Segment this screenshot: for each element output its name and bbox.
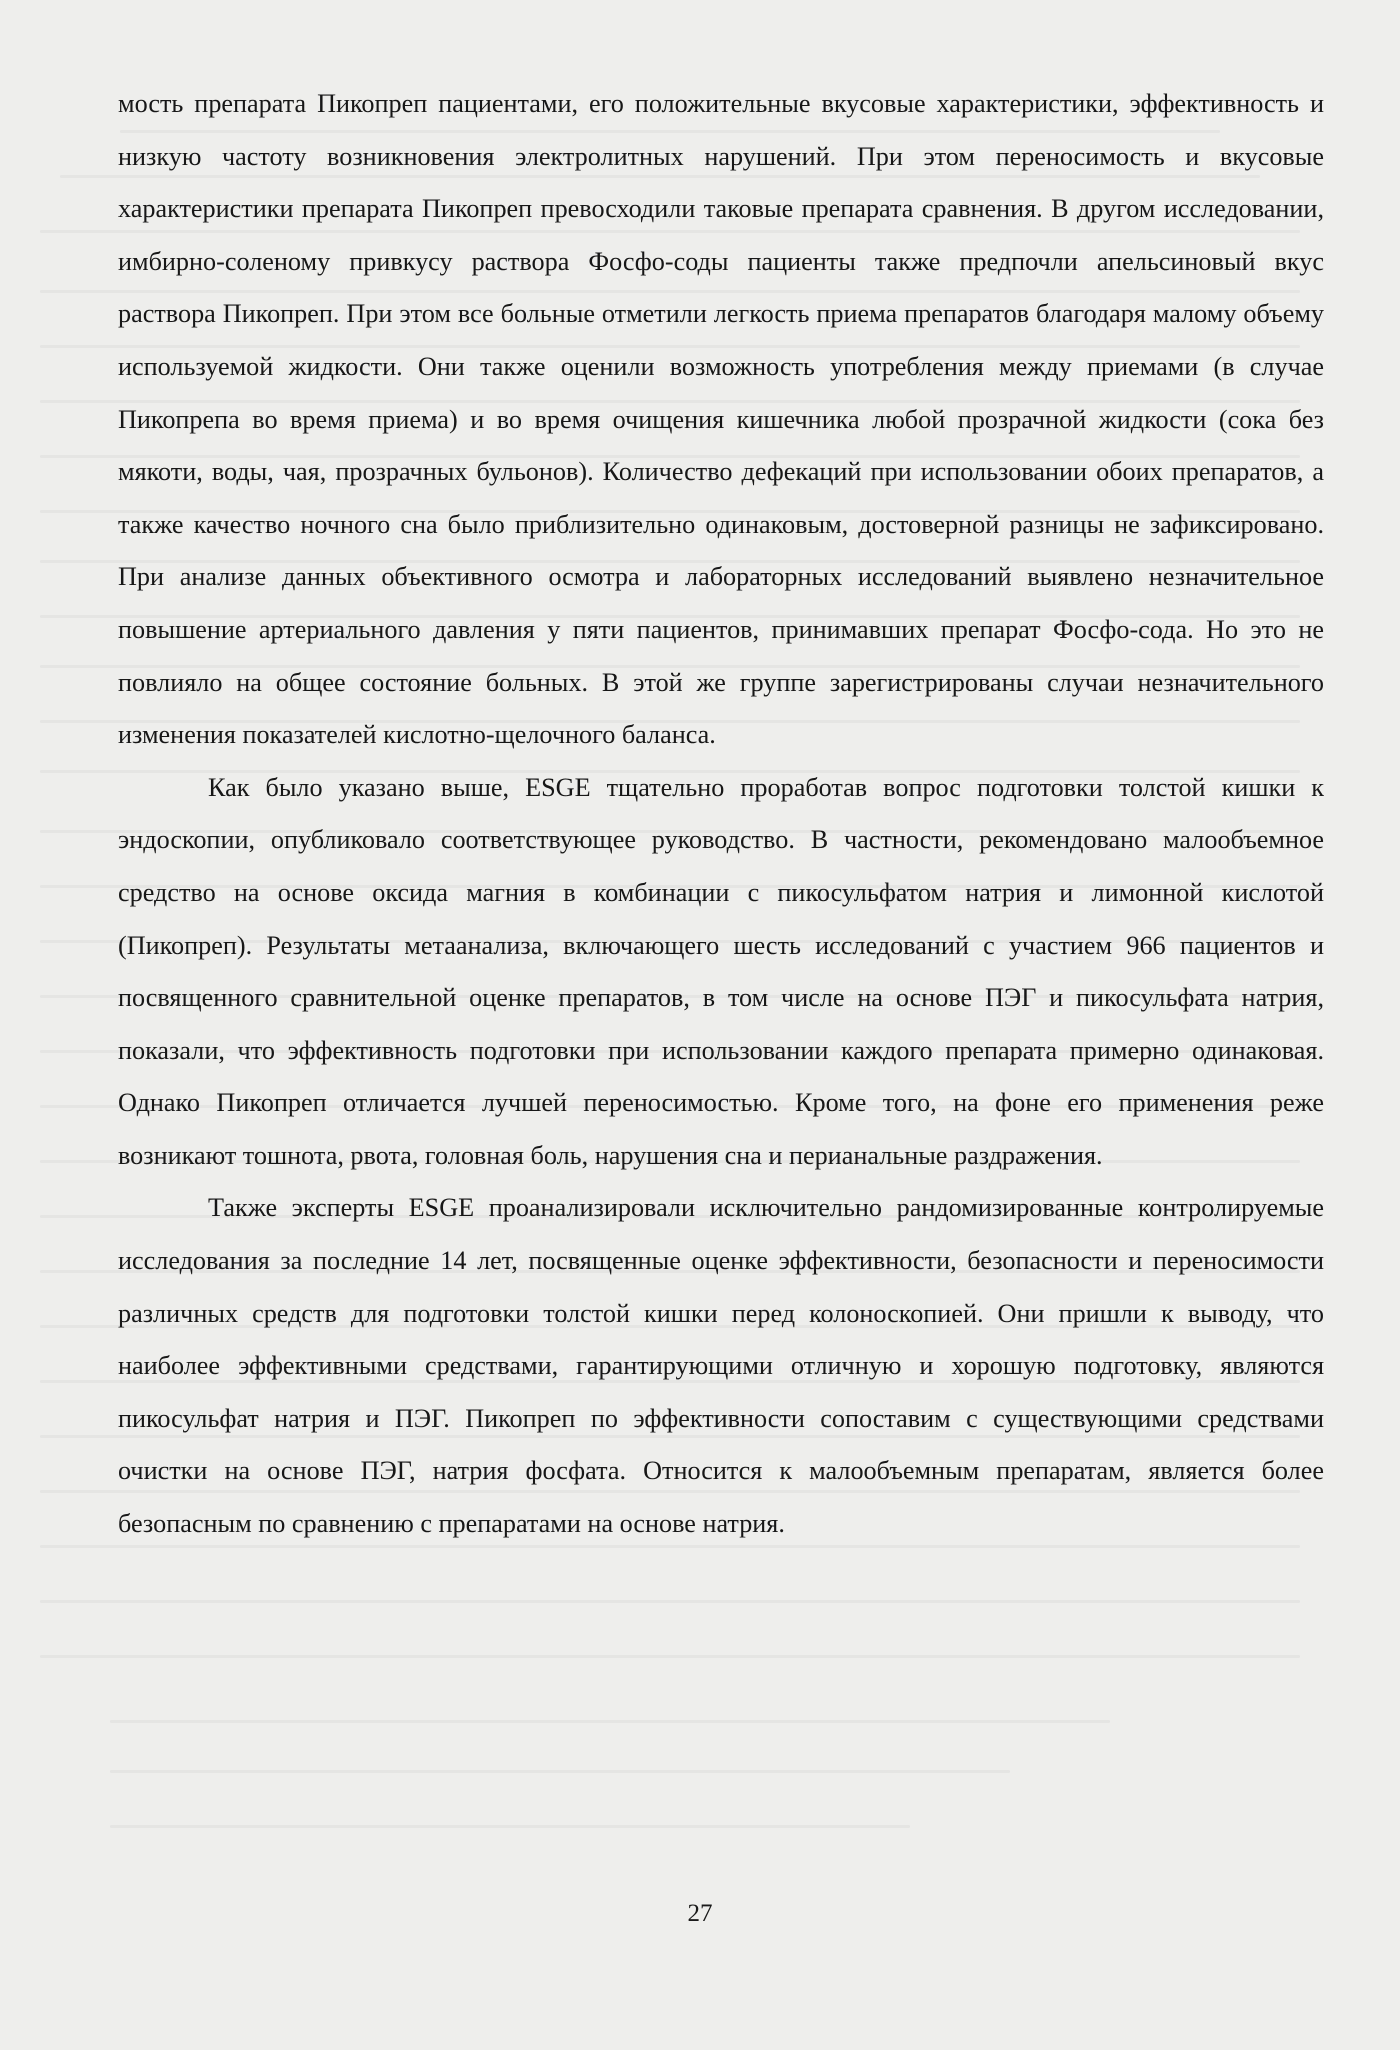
paragraph-3: Также эксперты ESGE проанализировали исключительно рандомизированные контролируемые исследования за последние 14 лет, посвященные оценке эффективности, безопасности и переносимости различных средств для подготовки толстой кишки перед колоноскопией. Они пришли к выводу, что наиболее эффективными средствами, гарантирующими отличную и хорошую подготовку, являются пикосульфат натрия и ПЭГ. Пикопреп по эффективности сопоставим с существующими средствами очистки на основе ПЭГ, натрия фосфата. Относится к малообъемным препаратам, является более безопасным по сравнению с препаратами на основе натрия.: [118, 1193, 1324, 1539]
body-text: [118, 78, 1324, 1551]
paragraph-2: Как было указано выше, ESGE тщательно проработав вопрос подготовки толстой кишки к эндоскопии, опубликовало соответствующее руководство. В частности, рекомендовано малообъемное средство на основе оксида магния в комбинации с пикосульфатом натрия и лимонной кислотой (Пикопреп). Результаты метаанализа, включающего шесть исследований с участием 966 пациентов и посвященного сравнительной оценке препаратов, в том числе на основе ПЭГ и пикосульфата натрия, показали, что эффективность подготовки при использовании каждого препарата примерно одинаковая. Однако Пикопреп отличается лучшей переносимостью. Кроме того, на фоне его применения реже возникают тошнота, рвота, головная боль, нарушения сна и перианальные раздражения.: [118, 772, 1324, 1170]
paragraph-1: мость препарата Пикопреп пациентами, его положительные вкусовые характеристики, эффективность и низкую частоту возникновения электролитных нарушений. При этом переносимость и вкусовые характеристики препарата Пикопреп превосходили таковые препарата сравнения. В другом исследовании, имбирно-соленому привкусу раствора Фосфо-соды пациенты также предпочли апельсиновый вкус раствора Пикопреп. При этом все больные отметили легкость приема препаратов благодаря малому объему используемой жидкости. Они также оценили возможность употребления между приемами (в случае Пикопрепа во время приема) и во время очищения кишечника любой прозрачной жидкости (сока без мякоти, воды, чая, прозрачных бульонов). Количество дефекаций при использовании обоих препаратов, а также качество ночного сна было приблизительно одинаковым, достоверной разницы не зафиксировано. При анализе данных объективного осмотра и лабораторных исследований выявлено незначительное повышение артериального давления у пяти пациентов, принимавших препарат Фосфо-сода. Но это не повлияло на общее состояние больных. В этой же группе зарегистрированы случаи незначительного изменения показателей кислотно-щелочного баланса.: [118, 89, 1324, 750]
page-number: 27: [687, 1900, 713, 1927]
